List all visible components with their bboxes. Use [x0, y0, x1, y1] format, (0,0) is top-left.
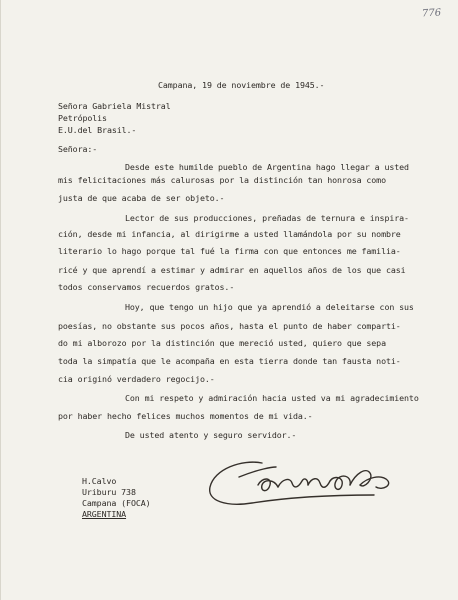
body-line: Lector de sus producciones, preñadas de ternura e inspira- [125, 213, 409, 223]
sender-name: H.Calvo [82, 476, 117, 486]
body-line: ricé y que aprendí a estimar y admirar en aquellos años de los que casi [58, 265, 406, 275]
sender-country: ARGENTINA [82, 509, 127, 519]
body-line: poesías, no obstante sus pocos años, hasta el punto de haber comparti- [58, 321, 401, 331]
recipient-line: Petrópolis [58, 113, 107, 123]
recipient-line: Señora Gabriela Mistral [58, 101, 171, 111]
body-line: toda la simpatía que le acompaña en esta tierra donde tan fausta noti- [58, 356, 401, 366]
salutation: Señora:- [58, 144, 98, 154]
sender-city: Campana (FOCA) [82, 498, 151, 508]
handwritten-signature [204, 455, 409, 517]
body-line: por haber hecho felices muchos momentos de mi vida.- [58, 411, 313, 421]
body-line: todos conservamos recuerdos gratos.- [58, 282, 235, 292]
body-line: Con mi respeto y admiración hacia usted va mi agradecimiento [125, 393, 419, 403]
page-number: 776 [421, 7, 442, 20]
body-line: mis felicitaciones más calurosas por la distinción tan honrosa como [58, 175, 386, 185]
date-line: Campana, 19 de noviembre de 1945.- [158, 80, 325, 90]
body-line: do mi alborozo por la distinción que mereció usted, quiero que sepa [58, 338, 386, 348]
recipient-line: E.U.del Brasil.- [58, 125, 137, 135]
body-line: ción, desde mi infancia, al dirigirme a usted llamándola por su nombre [58, 229, 401, 239]
body-line: Hoy, que tengo un hijo que ya aprendió a deleitarse con sus [125, 302, 414, 312]
body-line: cia originó verdadero regocijo.- [58, 374, 215, 384]
body-line: Desde este humilde pueblo de Argentina hago llegar a usted [125, 162, 409, 172]
body-line: literario lo hago porque tal fué la firma con que entonces me familia- [58, 246, 401, 256]
sender-address: Uriburu 738 [82, 487, 136, 497]
body-line: justa de que acaba de ser objeto.- [58, 193, 225, 203]
closing-line: De usted atento y seguro servidor.- [125, 430, 297, 440]
